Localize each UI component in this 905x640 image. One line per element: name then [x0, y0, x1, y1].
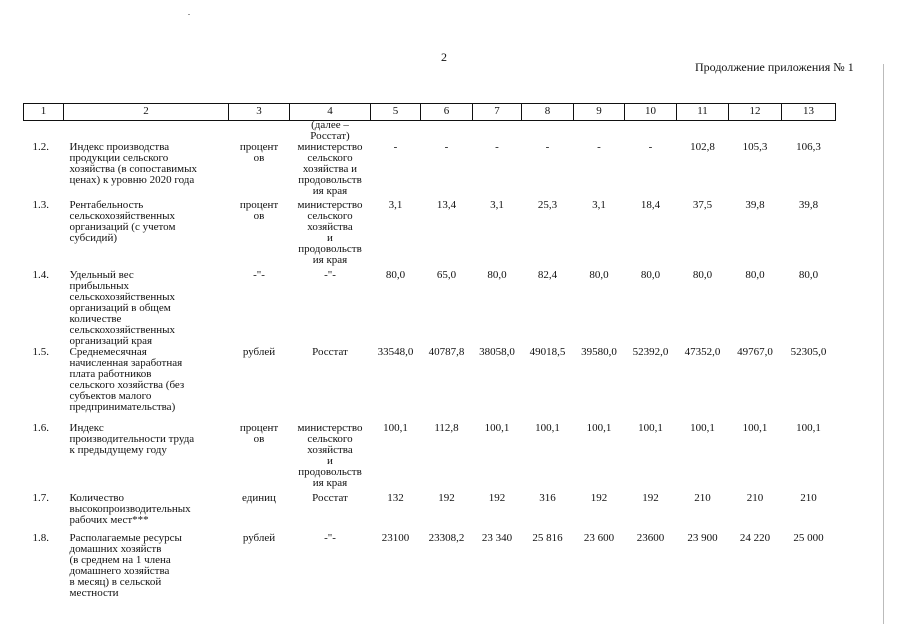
row-number: 1.2.: [32, 141, 49, 153]
value-cell: -: [393, 141, 398, 153]
value-cell: 3,1: [490, 199, 504, 211]
value-cell: 100,1: [796, 422, 821, 434]
value-cell: 47352,0: [684, 346, 721, 358]
data-source: -"-: [324, 269, 336, 281]
header-col-6: 6: [421, 104, 473, 121]
value-cell: 52305,0: [790, 346, 827, 358]
indicator-name: Рентабельность сельскохозяйственных организаций (с учетом субсидий): [69, 199, 176, 244]
value-cell: 316: [539, 492, 556, 504]
value-cell: 23 900: [687, 532, 718, 544]
value-cell: 80,0: [385, 269, 406, 281]
header-col-9: 9: [574, 104, 625, 121]
value-cell: 102,8: [690, 141, 715, 153]
header-col-12: 12: [729, 104, 782, 121]
value-cell: 100,1: [690, 422, 715, 434]
value-cell: 192: [438, 492, 455, 504]
value-cell: 105,3: [742, 141, 768, 153]
unit-of-measure: рублей: [242, 346, 276, 358]
value-cell: 80,0: [798, 269, 819, 281]
table-row: [24, 533, 836, 603]
value-cell: -: [545, 141, 550, 153]
value-cell: 23308,2: [428, 532, 465, 544]
data-source: Росстат: [312, 492, 348, 504]
header-col-7: 7: [473, 104, 522, 121]
row-number: 1.7.: [32, 492, 49, 504]
table-row: [24, 142, 836, 200]
value-cell: 80,0: [692, 269, 713, 281]
value-cell: 210: [800, 492, 817, 504]
value-cell: 33548,0: [377, 346, 414, 358]
value-cell: 39,8: [798, 199, 819, 211]
row-number: 1.6.: [32, 422, 49, 434]
value-cell: 23 340: [481, 532, 513, 544]
value-cell: 80,0: [487, 269, 507, 281]
value-cell: 40787,8: [428, 346, 465, 358]
indicator-name: Количество высокопроизводительных рабочих мест***: [69, 492, 191, 526]
value-cell: 25 000: [793, 532, 824, 544]
data-source: -"-: [324, 532, 336, 544]
value-cell: 49767,0: [737, 346, 773, 358]
value-cell: 106,3: [796, 141, 821, 153]
data-source: министерство сельского хозяйства и продовольств ия края: [297, 199, 363, 266]
value-cell: 39580,0: [581, 346, 617, 358]
indicator-name: Располагаемые ресурсы домашних хозяйств (в среднем на 1 члена домашнего хозяйства в месяц) в сельской местности: [69, 532, 182, 599]
value-cell: 82,4: [537, 269, 558, 281]
value-cell: 192: [590, 492, 608, 504]
data-source: Росстат: [312, 346, 348, 358]
value-cell: 38058,0: [479, 346, 515, 358]
carryover-source-cell: [290, 121, 371, 143]
header-col-4: 4: [290, 104, 371, 121]
value-cell: 49018,5: [529, 346, 566, 358]
value-cell: -: [597, 141, 601, 153]
table-row: [24, 347, 836, 423]
unit-of-measure: процент ов: [239, 141, 279, 164]
table-row: [24, 270, 836, 347]
table-row: [24, 200, 836, 270]
value-cell: 39,8: [745, 199, 765, 211]
indicator-name: Удельный вес прибыльных сельскохозяйственных организаций в общем количестве сельскохозяйственных организаций края: [69, 269, 176, 347]
value-cell: 13,4: [436, 199, 457, 211]
value-cell: 100,1: [586, 422, 612, 434]
header-col-11: 11: [677, 104, 729, 121]
header-row: [24, 104, 836, 121]
row-number: 1.4.: [32, 269, 49, 281]
value-cell: 112,8: [434, 422, 459, 434]
margin-line: [883, 64, 884, 624]
row-number: 1.5.: [32, 346, 49, 358]
value-cell: -: [648, 141, 653, 153]
scan-speck: [188, 14, 190, 15]
page-number: 2: [441, 50, 447, 64]
unit-of-measure: -"-: [253, 269, 265, 281]
continuation-label: Продолжение приложения № 1: [695, 60, 854, 74]
value-cell: -: [495, 141, 499, 153]
header-col-1: 1: [24, 104, 64, 121]
value-cell: 80,0: [640, 269, 661, 281]
value-cell: 210: [746, 492, 764, 504]
value-cell: 23600: [636, 532, 665, 544]
value-cell: 100,1: [742, 422, 768, 434]
data-source: министерство сельского хозяйства и продовольств ия края: [297, 141, 363, 197]
unit-of-measure: единиц: [242, 492, 276, 504]
value-cell: 24 220: [739, 532, 771, 544]
header-col-5: 5: [371, 104, 421, 121]
value-cell: 80,0: [589, 269, 609, 281]
header-col-10: 10: [625, 104, 677, 121]
value-cell: 132: [387, 492, 404, 504]
value-cell: 100,1: [383, 422, 408, 434]
indicators-table: [23, 103, 836, 603]
header-col-13: 13: [782, 104, 836, 121]
value-cell: -: [444, 141, 449, 153]
value-cell: 100,1: [484, 422, 510, 434]
value-cell: 65,0: [436, 269, 457, 281]
value-cell: 100,1: [638, 422, 663, 434]
row-number: 1.8.: [32, 532, 49, 544]
value-cell: 23 600: [583, 532, 615, 544]
header-col-2: 2: [64, 104, 229, 121]
value-cell: 25 816: [532, 532, 563, 544]
header-col-3: 3: [229, 104, 290, 121]
table-row: [24, 423, 836, 493]
indicator-name: Индекс производительности труда к предыдущему году: [69, 422, 195, 456]
value-cell: 100,1: [535, 422, 560, 434]
value-cell: 37,5: [692, 199, 713, 211]
value-cell: 80,0: [745, 269, 765, 281]
data-source: министерство сельского хозяйства и продовольств ия края: [297, 422, 363, 489]
value-cell: 3,1: [388, 199, 403, 211]
unit-of-measure: процент ов: [239, 199, 279, 222]
value-cell: 23100: [381, 532, 410, 544]
table-row: [24, 493, 836, 533]
row-number: 1.3.: [32, 199, 49, 211]
value-cell: 3,1: [592, 199, 606, 211]
unit-of-measure: рублей: [242, 532, 276, 544]
indicator-name: Среднемесячная начисленная заработная плата работников сельского хозяйства (без субъектов малого предпринимательства): [69, 346, 185, 413]
value-cell: 210: [694, 492, 711, 504]
value-cell: 192: [642, 492, 659, 504]
value-cell: 18,4: [640, 199, 661, 211]
carryover-source: (далее – Росстат): [310, 119, 350, 142]
indicator-name: Индекс производства продукции сельского хозяйства (в сопоставимых ценах) к уровню 2020 года: [69, 141, 198, 186]
carryover-row: [24, 121, 836, 143]
unit-of-measure: процент ов: [239, 422, 279, 445]
value-cell: 192: [488, 492, 506, 504]
value-cell: 25,3: [537, 199, 558, 211]
header-col-8: 8: [522, 104, 574, 121]
value-cell: 52392,0: [632, 346, 669, 358]
